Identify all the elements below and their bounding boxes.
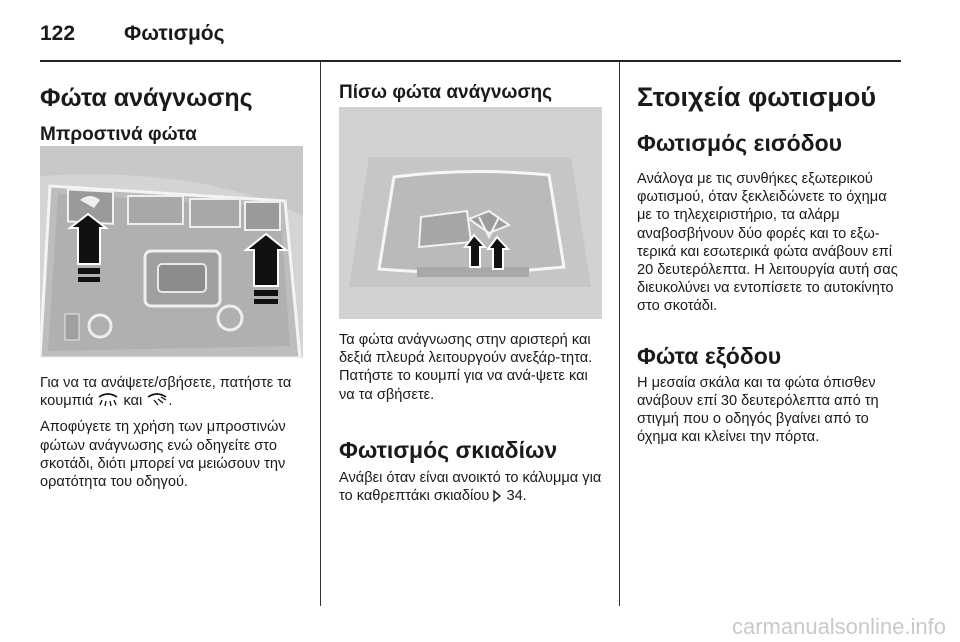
sentence-end: . <box>168 393 173 410</box>
page-reference[interactable]: 34. <box>506 488 527 505</box>
subsection-heading-exit: Φώτα εξόδου <box>637 342 782 369</box>
section-heading-sunvisor: Φωτισμός σκιαδίων <box>339 436 558 463</box>
section-heading: Στοιχεία φωτισμού <box>637 82 877 112</box>
front-console-drawing <box>40 146 303 358</box>
column-rear-reading-lights <box>339 62 602 106</box>
rear-lamp-drawing <box>339 107 602 319</box>
column-divider <box>619 62 620 606</box>
conjunction-text: και <box>123 393 143 410</box>
instruction-paragraph <box>40 374 303 410</box>
subsection-heading: Μπροστινά φώτα <box>40 124 197 145</box>
section-heading: Πίσω φώτα ανάγνωσης <box>339 82 552 103</box>
subsection-heading-entry: Φωτισμός εισόδου <box>637 130 843 156</box>
sunvisor-paragraph <box>339 469 602 505</box>
column-divider <box>320 62 321 606</box>
page-number: 122 <box>40 22 76 45</box>
entry-lighting-paragraph: Ανάλογα με τις συνθήκες εξωτερικού φωτισμού, όταν ξεκλειδώνετε το όχημα με το τηλεχειριστήριο, τα αλάρμ αναβοσβήνουν δύο φορές και το εξω-τερικά και εσωτερικά φώτα ανάβουν επί 20 δευτερόλεπτα. Η λειτουργία αυτή σας διευκολύνει να εντοπίσετε το αυτοκίνητο στο σκοτάδι. <box>637 171 898 315</box>
sunvisor-text: Ανάβει όταν είναι ανοικτό το κάλυμμα για το καθρεπτάκι σκιαδίου <box>339 469 602 505</box>
page-title: Φωτισμός <box>124 22 225 45</box>
instruction-text: Για να τα ανάψετε/σβήσετε, πατήστε τα κουμπιά <box>40 375 292 410</box>
front-right-reading-light-icon <box>146 393 168 407</box>
rear-lights-paragraph: Τα φώτα ανάγνωσης στην αριστερή και δεξιά πλευρά λειτουργούν ανεξάρ-τητα. Πατήστε το κουμπί για να ανά-ψετε και να τα σβήσετε. <box>339 332 593 403</box>
warning-paragraph: Αποφύγετε τη χρήση των μπροστινών φώτων ανάγνωσης ενώ οδηγείτε στο σκοτάδι, διότι μπορεί να μειώσουν την ορατότητα του οδηγού. <box>40 419 286 491</box>
exit-lighting-paragraph: Η μεσαία σκάλα και τα φώτα όπισθεν ανάβουν επί 30 δευτερόλεπτα από τη στιγμή που ο οδηγός βγαίνει από το όχημα και κλείνει την πόρτα. <box>637 374 879 446</box>
page-reference-icon <box>493 490 502 502</box>
rear-reading-lights-illustration <box>339 107 602 319</box>
page-header <box>40 12 900 52</box>
column-lighting-features <box>637 62 905 446</box>
watermark: carmanualsonline.info <box>731 614 946 639</box>
front-left-reading-light-icon <box>97 393 119 407</box>
column-front-reading-lights-text <box>40 374 303 491</box>
front-reading-lights-illustration <box>40 146 303 358</box>
column-rear-reading-lights-text <box>339 331 602 505</box>
section-heading: Φώτα ανάγνωσης <box>40 84 253 112</box>
